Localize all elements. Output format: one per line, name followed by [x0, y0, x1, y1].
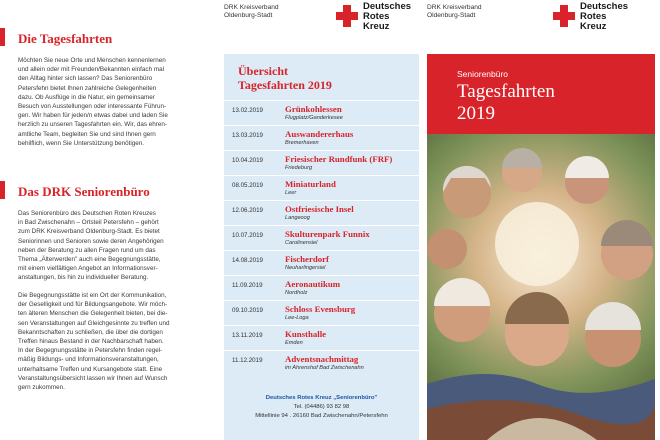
cover-panel: DRK Kreisverband Oldenburg-Stadt Deutsches Rotes Kreuz Seniorenbüro Tagesfahrten 2019 [420, 0, 660, 440]
middle-panel: DRK Kreisverband Oldenburg-Stadt Deutsches Rotes Kreuz Übersicht Tagesfahrten 2019 13.02.2019 Grünkohlessen Flugplatz/Ganderkesee 13.03.2019 Auswandererhaus Bremerhaven 10.04.2019 Friesischer Rundfunk (FRF) Friedeburg 08.05.2019 Miniaturland Leer 12.06.2019 Ostfriesische Insel Langeoog 10.07.2019 Skulturenpark Funnix Carolinensiel 14.08.2019 Fischerdorf Neuharlingersiel 11.09.2019 Aeronautikum Nordholz 09.10.2019 Schloss Evensburg Lee-Loga 13.11.2019 Kunsthalle Emden 11.12.2019 Adventsnachmittag im Ahrenshof Bad Zwischenahn Deutsches Rotes Kreuz „Seniorenbüro" Tel. (04486) 93 82 98 Mittellinie 94 . 26160 Bad Zwischenahn/Petersfehn [205, 0, 420, 440]
trip-place: im Ahrenshof Bad Zwischenahn [285, 365, 364, 371]
trip-date: 13.03.2019 [232, 132, 263, 139]
trip-date: 14.08.2019 [232, 257, 263, 264]
schedule-box [224, 54, 419, 440]
seniors-group-illustration [427, 134, 655, 440]
trip-place: Carolinensiel [285, 240, 318, 246]
trip-place: Flugplatz/Ganderkesee [285, 115, 343, 121]
trip-date: 10.07.2019 [232, 232, 263, 239]
trip-name: Miniaturland [285, 179, 336, 189]
begegnungsstaette-paragraph: Die Begegnungsstätte ist ein Ort der Kommunikation, der Geselligkeit und für Bildungsangebote. Wir möch- ten älteren Menschen die Gelegenheit bieten, bei die- sen Veranstaltungen auf Gleichgesinnte zu treffen und Bekanntschaften zu schließen, die über die dortigen Treffen hinaus Bestand in der Nachbarschaft haben. In der Begegnungsstätte in Petersfehn finden regel- mäßig Bildungs- und Informationsveranstaltungen, unterhaltsame Treffen und Kursangebote statt. Eine Veranstaltungsübersicht lassen wir Ihnen auf Wunsch gern zukommen. [18, 292, 170, 392]
trip-name: Auswandererhaus [285, 129, 354, 139]
trip-row [224, 325, 419, 350]
left-panel [0, 0, 205, 440]
trip-row [224, 100, 419, 125]
trip-place: Neuharlingersiel [285, 265, 326, 271]
red-cross-icon [336, 5, 358, 27]
trip-row [224, 300, 419, 325]
trip-row [224, 150, 419, 175]
trip-place: Langeoog [285, 215, 310, 221]
cover-subtitle: Seniorenbüro [457, 69, 509, 79]
contact-org: Deutsches Rotes Kreuz „Seniorenbüro" [265, 395, 378, 401]
contact-footer [224, 394, 419, 421]
trip-row [224, 250, 419, 275]
trip-date: 13.02.2019 [232, 107, 263, 114]
trip-place: Emden [285, 340, 303, 346]
trip-row [224, 225, 419, 250]
trip-name: Adventsnachmittag [285, 354, 359, 364]
red-accent-bar [0, 181, 5, 199]
trip-name: Ostfriesische Insel [285, 204, 354, 214]
cover-title-block [427, 54, 655, 134]
trip-place: Leer [285, 190, 297, 196]
trip-date: 08.05.2019 [232, 182, 263, 189]
trip-place: Friedeburg [285, 165, 313, 171]
heading-tagesfahrten: Die Tagesfahrten [18, 31, 113, 46]
org-name: DRK Kreisverband Oldenburg-Stadt [427, 4, 482, 19]
trip-name: Fischerdorf [285, 254, 329, 264]
trip-date: 12.06.2019 [232, 207, 263, 214]
trip-name: Aeronautikum [285, 279, 341, 289]
red-cross-icon [553, 5, 575, 27]
trip-name: Skulturenpark Funnix [285, 229, 370, 239]
trip-name: Kunsthalle [285, 329, 327, 339]
trip-row [224, 275, 419, 300]
intro-paragraph: Möchten Sie neue Orte und Menschen kennenlernen und allein oder mit Freunden/Bekannten einfach mal den Alltag hinter sich lassen? Das Seniorenbüro Petersfehn bietet Ihnen zahlreiche Gelegenheiten dazu. Ob Ausflüge in die Natur, ein gemeinsamer Besuch von Ausstellungen oder interessante Führun- gen. Wir haben für jeden/n etwas dabei und laden Sie herzlich zu unseren Tagesfahrten ein. Wir, das ehren- amtliche Team, begleiten Sie und sind Ihnen gern behilflich, wenn Sie Unterstützung benötigen. [18, 57, 168, 147]
trip-date: 09.10.2019 [232, 307, 263, 314]
trip-row [224, 125, 419, 150]
trip-row [224, 175, 419, 200]
trip-date: 10.04.2019 [232, 157, 263, 164]
trip-row [224, 350, 419, 375]
trip-name: Friesischer Rundfunk (FRF) [285, 154, 393, 164]
trip-date: 11.09.2019 [232, 282, 263, 289]
trip-date: 13.11.2019 [232, 332, 263, 339]
trip-place: Nordholz [285, 290, 308, 296]
org-name: DRK Kreisverband Oldenburg-Stadt [224, 4, 279, 19]
cover-title: Tagesfahrten 2019 [457, 81, 555, 124]
trip-name: Grünkohlessen [285, 104, 342, 114]
trip-date: 11.12.2019 [232, 357, 263, 364]
trip-place: Lee-Loga [285, 315, 309, 321]
schedule-title: Übersicht Tagesfahrten 2019 [238, 64, 332, 92]
contact-phone: Tel. (04486) 93 82 98 [293, 404, 350, 410]
trip-row [224, 200, 419, 225]
contact-address: Mittellinie 94 . 26160 Bad Zwischenahn/Petersfehn [255, 413, 388, 419]
seniorenbuero-paragraph: Das Seniorenbüro des Deutschen Roten Kreuzes in Bad Zwischenahn – Ortsteil Petersfehn – gehört zum DRK Kreisverband Oldenburg-Stadt. Es bietet Seniorinnen und Senioren sowie deren Angehörigen neben der Beratung zu allen Fragen rund um das Thema „Älterwerden" auch eine Begegnungsstätte, mit einem vielfältigen Angebot an Informationsver- anstaltungen, bis hin zu individueller Beratung. [18, 210, 164, 282]
trip-name: Schloss Evensburg [285, 304, 356, 314]
cover-photo-seniors-circle [427, 134, 655, 440]
trip-place: Bremerhaven [285, 140, 319, 146]
heading-seniorenbuero: Das DRK Seniorenbüro [18, 184, 150, 199]
red-accent-bar [0, 28, 5, 46]
